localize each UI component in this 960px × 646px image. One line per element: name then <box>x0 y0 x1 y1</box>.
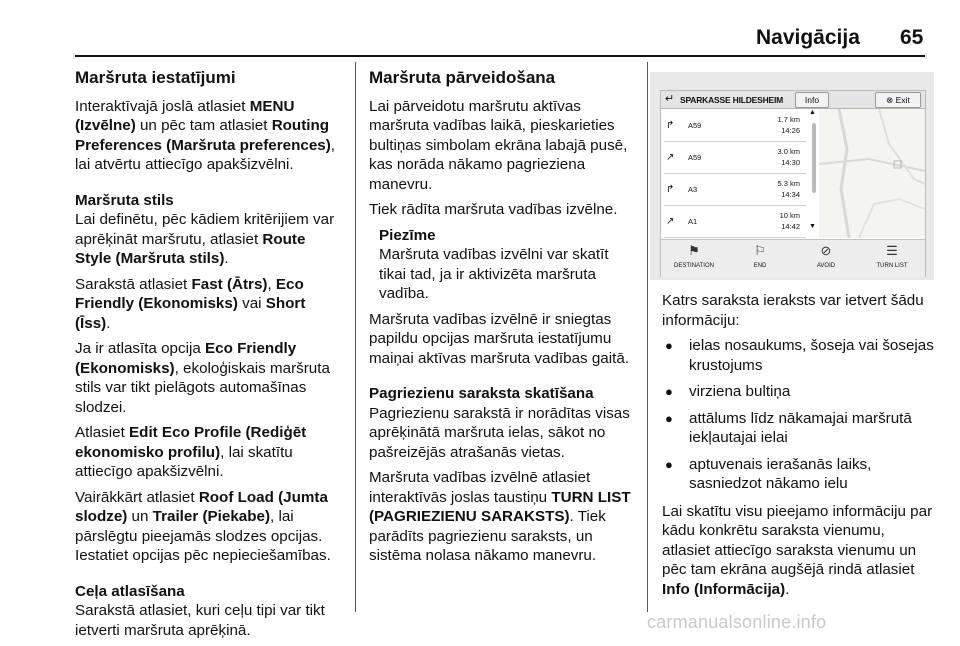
text: . <box>785 580 790 598</box>
bear-right-icon: ↗ <box>666 216 675 227</box>
edit-eco-profile-term: Edit Eco Profile (Rediģēt ekonomisko profilu) <box>75 424 307 461</box>
distance: 5.3 km <box>777 179 800 188</box>
note-title: Piezīme <box>379 226 436 244</box>
roof-load-term: Roof Load (Jumta slodze) <box>75 488 328 525</box>
info-button[interactable]: Info <box>795 92 829 108</box>
text: , lai atvērtu attiecīgo apakšizvēlni. <box>75 136 336 173</box>
list-scrollbar[interactable] <box>811 111 817 236</box>
map-view[interactable] <box>819 109 925 238</box>
end-label: END <box>753 263 767 269</box>
text: Maršruta vadības izvēlnē atlasiet interaktīvās joslas taustiņu <box>369 469 591 506</box>
arrival-time: 14:30 <box>781 158 800 167</box>
para-menu-shown: Tiek rādīta maršruta vadības izvēlne. <box>369 201 618 218</box>
column-divider-right <box>647 62 648 612</box>
screen-top-bar <box>661 91 925 109</box>
destination-flag-icon: ⚑ <box>688 243 700 258</box>
arrival-time: 14:34 <box>781 190 800 199</box>
para-entry-info: Katrs saraksta ieraksts var ietvert šādu informāciju: <box>662 292 924 329</box>
list-item: ● ielas nosaukums, šoseja vai šosejas krustojums <box>662 336 934 375</box>
screen-figure <box>650 72 934 280</box>
page-number: 65 <box>900 26 924 49</box>
watermark: carmanualsonline.info <box>647 612 827 632</box>
list-item[interactable] <box>664 143 806 174</box>
eco-friendly-term: Eco Friendly (Ekonomisks) <box>75 340 297 377</box>
text: . <box>106 314 111 332</box>
para-open-routing <box>75 97 343 175</box>
page-header <box>0 26 960 56</box>
turn-list <box>661 109 811 238</box>
turn-list-icon: ☰ <box>886 243 898 258</box>
exit-label: Exit <box>895 95 910 105</box>
turn-list-label: TURN LIST <box>876 263 908 269</box>
para-style-options <box>75 275 343 334</box>
avoid-button[interactable] <box>793 240 859 277</box>
back-arrow-icon[interactable]: ↵ <box>665 93 675 105</box>
arrival-time: 14:26 <box>781 126 800 135</box>
para-turn-list-select <box>369 468 637 566</box>
turn-list-term: TURN LIST (PAGRIEZIENU SARAKSTS) <box>369 488 631 525</box>
avoid-icon: ⊘ <box>820 243 832 258</box>
para-route-style <box>75 210 343 269</box>
list-item: ● aptuvenais ierašanās laiks, sasniedzot nākamo ielu <box>662 455 934 494</box>
road-name: A59 <box>688 153 702 162</box>
avoid-label: AVOID <box>816 263 836 269</box>
text: Ja ir atlasīta opcija <box>75 340 205 357</box>
text: Lai skatītu visu pieejamo informāciju par kādu konkrētu saraksta vienumu, atlasiet attiecīgo saraksta vienumu un pēc tam ekrāna augšējā rindā atlasiet <box>662 502 933 578</box>
text: Sarakstā atlasiet <box>75 275 192 293</box>
text: , ekoloģiskais maršruta stils var tikt pielāgots automašīnas slodzei. <box>75 359 330 416</box>
scroll-down-icon[interactable]: ▼ <box>809 223 816 230</box>
text: Lai definētu, pēc kādiem kritērijiem var aprēķināt maršrutu, atlasiet <box>75 211 335 248</box>
column-divider-left <box>355 62 356 612</box>
list-item: ● virziena bultiņa <box>662 382 934 402</box>
para-eco-load <box>75 339 343 417</box>
list-item[interactable] <box>664 111 806 142</box>
road-name: A1 <box>688 217 698 226</box>
heading-route-change: Maršruta pārveidošana <box>369 68 556 87</box>
text: . <box>224 250 229 267</box>
distance: 10 km <box>779 211 800 220</box>
para-view-info <box>662 502 934 600</box>
para-menu-options: Maršruta vadības izvēlnē ir sniegtas papildu opcijas maršruta iestatījumu maiņai aktīvas maršruta vadības gaitā. <box>369 310 629 367</box>
info-term: Info (Informācija) <box>662 580 786 598</box>
exit-icon: ⊗ <box>886 95 896 105</box>
turn-right-icon: ↱ <box>666 120 675 131</box>
routing-preferences-term: Routing Preferences (Maršruta preferences) <box>75 117 331 154</box>
text: , lai skatītu attiecīgo apakšizvēlni. <box>75 443 293 480</box>
heading-road-selection: Ceļa atlasīšana <box>75 582 185 600</box>
text: . Tiek parādīts pagriezienu saraksts, un sistēma nolasa nākamo manevru. <box>369 508 606 564</box>
road-name: A59 <box>688 121 702 130</box>
list-item[interactable] <box>664 175 806 206</box>
text: un pēc tam atlasiet <box>135 117 272 134</box>
destination-name: SPARKASSE HILDESHEIM <box>680 95 784 105</box>
text: Vairākkārt atlasiet <box>75 488 199 506</box>
destination-label: DESTINATION <box>674 263 714 269</box>
note-text: Maršruta vadības izvēlni var skatīt tikai tad, ja ir aktivizēta maršruta vadība. <box>379 246 609 302</box>
para-turn-list: Pagriezienu sarakstā ir norādītas visas aprēķinātā maršruta ielas, sākot no pašreizējās atrašanās vietas. <box>369 404 630 461</box>
list-item: ● attālums līdz nākamajai maršrutā iekļautajai ielai <box>662 409 934 448</box>
column-route-settings <box>75 62 343 646</box>
text: , <box>267 275 276 293</box>
scroll-thumb[interactable] <box>812 123 816 193</box>
route-style-term: Route Style (Maršruta stils) <box>75 230 306 267</box>
text: vai <box>237 295 266 312</box>
road-name: A3 <box>688 185 698 194</box>
para-road-selection: Sarakstā atlasiet, kuri ceļu tipi var tikt ietverti maršruta aprēķinā. <box>75 602 325 639</box>
turn-list-button[interactable] <box>859 240 925 277</box>
text: un <box>127 508 153 525</box>
para-eco-profile <box>75 423 343 482</box>
text: Interaktīvajā joslā atlasiet <box>75 97 250 115</box>
text: , lai pārslēgtu pieejamās slodzes opcijas. Iestatiet opcijas pēc nepieciešamības. <box>75 508 331 564</box>
column-list-info <box>662 291 934 605</box>
header-rule <box>75 55 925 57</box>
heading-route-style: Maršruta stils <box>75 191 174 209</box>
end-flag-icon: ⚐ <box>754 243 766 258</box>
distance: 1.7 km <box>777 115 800 124</box>
navigation-screen <box>660 90 926 277</box>
short-term: Short (Īss) <box>75 295 306 332</box>
column-route-change <box>369 62 637 572</box>
interaction-bar <box>661 239 925 277</box>
turn-right-icon: ↱ <box>666 184 675 195</box>
distance: 3.0 km <box>777 147 800 156</box>
arrival-time: 14:42 <box>781 222 800 231</box>
scroll-up-icon[interactable]: ▲ <box>809 109 816 116</box>
section-title: Navigācija <box>756 26 860 49</box>
fast-term: Fast (Ātrs) <box>191 275 268 293</box>
text: Atlasiet <box>75 424 130 441</box>
para-load-options <box>75 488 343 566</box>
note-box <box>379 226 637 304</box>
eco-friendly-term: Eco Friendly (Ekonomisks) <box>75 275 304 312</box>
menu-term: MENU (Izvēlne) <box>75 97 295 134</box>
map-roads <box>819 109 925 238</box>
heading-route-settings: Maršruta iestatījumi <box>75 68 236 87</box>
para-change-route: Lai pārveidotu maršrutu aktīvas maršruta vadības laikā, pieskarieties bultiņas simbolam ekrāna labajā pusē, kas norāda nākamo pagrieziena manevru. <box>369 97 628 193</box>
heading-turn-list: Pagriezienu saraksta skatīšana <box>369 385 594 402</box>
list-item[interactable] <box>664 207 806 238</box>
exit-button[interactable] <box>875 92 921 108</box>
info-bullets <box>662 336 934 494</box>
bear-right-icon: ↗ <box>666 152 675 163</box>
destination-button[interactable] <box>661 240 727 277</box>
trailer-term: Trailer (Piekabe) <box>152 508 271 525</box>
end-button[interactable] <box>727 240 793 277</box>
